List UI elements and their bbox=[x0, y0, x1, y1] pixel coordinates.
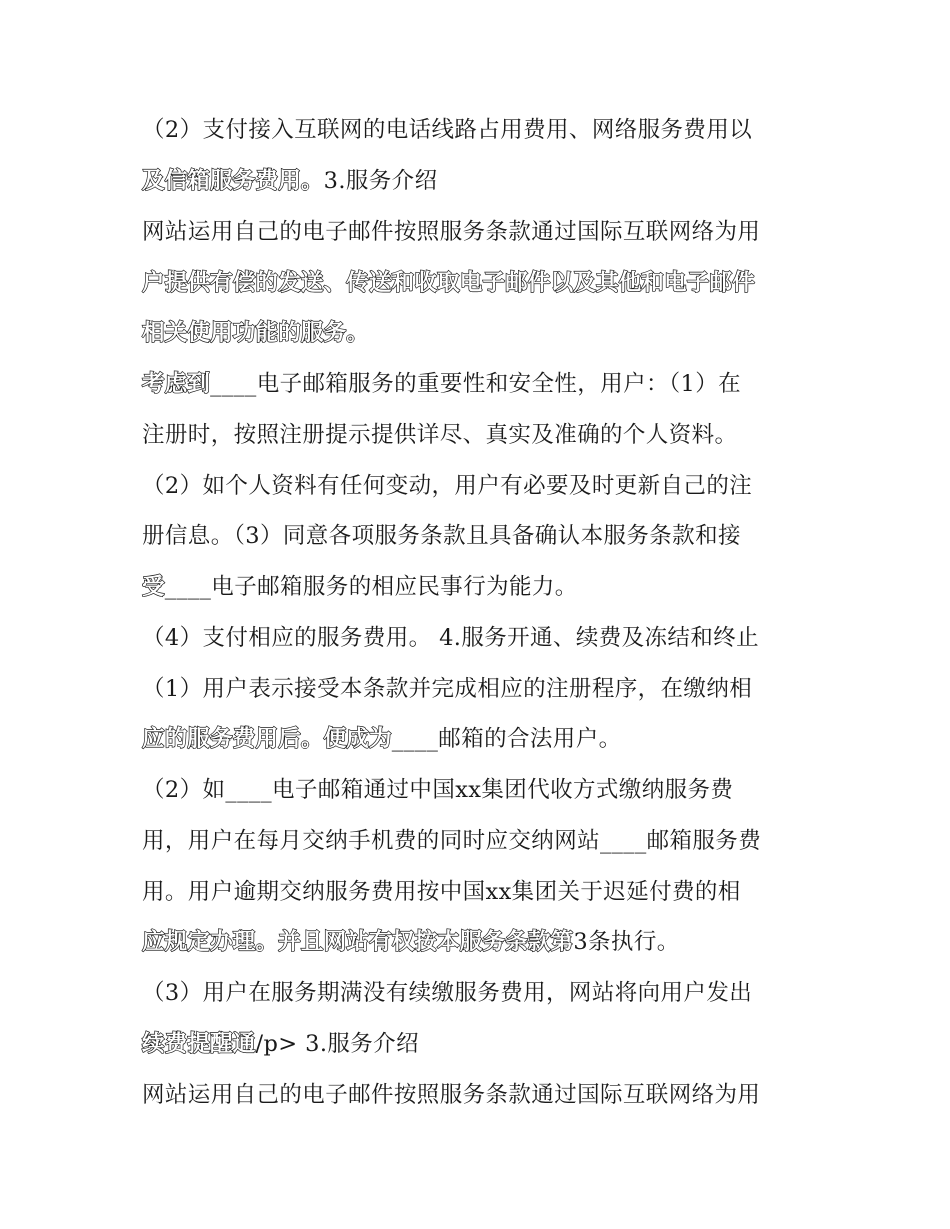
line-outline-text: 相关使用功能的服务。 bbox=[142, 320, 370, 346]
text-line-12 bbox=[142, 669, 822, 709]
line-text: 用，用户在每月交纳手机费的同时应交纳网站____邮箱服务费 bbox=[142, 828, 762, 854]
line-text: 3条执行。 bbox=[573, 929, 680, 955]
text-line-2 bbox=[142, 161, 822, 201]
line-outline-text: 应的服务费用后。便成为 bbox=[142, 726, 392, 752]
line-outline-text: 续费提醒通 bbox=[142, 1031, 256, 1057]
text-line-5 bbox=[142, 313, 822, 353]
text-line-6 bbox=[142, 364, 822, 404]
text-line-18 bbox=[142, 973, 822, 1013]
line-text: （3）用户在服务期满没有续缴服务费用，网站将向用户发出 bbox=[142, 980, 753, 1006]
text-line-10 bbox=[142, 567, 822, 607]
line-text: ____电子邮箱服务的重要性和安全性，用户：（1）在 bbox=[210, 371, 742, 397]
text-line-15 bbox=[142, 821, 822, 861]
line-text: /p> 3.服务介绍 bbox=[255, 1031, 419, 1057]
text-line-7 bbox=[142, 415, 822, 455]
line-text: 注册时，按照注册提示提供详尽、真实及准确的个人资料。 bbox=[142, 422, 738, 448]
line-text: 用。用户逾期交纳服务费用按中国xx集团关于迟延付费的相 bbox=[142, 879, 741, 905]
line-outline-text: 应规定办理。并且网站有权按本服务条款第 bbox=[142, 929, 574, 955]
text-line-3 bbox=[142, 212, 822, 252]
line-text: （2）支付接入互联网的电话线路占用费用、网络服务费用以 bbox=[142, 117, 753, 143]
line-text: （1）用户表示接受本条款并完成相应的注册程序，在缴纳相 bbox=[142, 676, 753, 702]
text-line-11 bbox=[142, 618, 822, 658]
text-line-20 bbox=[142, 1075, 822, 1115]
text-line-8 bbox=[142, 466, 822, 506]
line-text: 网站运用自己的电子邮件按照服务条款通过国际互联网络为用 bbox=[142, 219, 761, 245]
line-outline-text: 户提供有偿的发送、传送和收取电子邮件以及其他和电子邮件 bbox=[142, 270, 755, 296]
line-outline-text: 考虑到 bbox=[142, 371, 211, 397]
line-outline-text: 受 bbox=[142, 574, 165, 600]
line-text: （4）支付相应的服务费用。 4.服务开通、续费及冻结和终止 bbox=[142, 625, 760, 651]
line-text: ____邮箱的合法用户。 bbox=[391, 726, 622, 752]
text-line-19 bbox=[142, 1024, 822, 1064]
text-line-13 bbox=[142, 719, 822, 759]
text-line-16 bbox=[142, 872, 822, 912]
line-text: ____电子邮箱服务的相应民事行为能力。 bbox=[164, 574, 578, 600]
text-line-4 bbox=[142, 263, 822, 303]
line-text: （2）如个人资料有任何变动，用户有必要及时更新自己的注 bbox=[142, 473, 753, 499]
text-line-9 bbox=[142, 516, 822, 556]
line-text: 册信息。（3）同意各项服务条款且具备确认本服务条款和接 bbox=[142, 523, 741, 549]
line-outline-text: 及信箱服务费用。 bbox=[142, 168, 324, 194]
text-line-14 bbox=[142, 770, 822, 810]
line-text: 网站运用自己的电子邮件按照服务条款通过国际互联网络为用 bbox=[142, 1082, 761, 1108]
line-text: （2）如____电子邮箱通过中国xx集团代收方式缴纳服务费 bbox=[142, 777, 734, 803]
text-line-17 bbox=[142, 922, 822, 962]
text-line-1 bbox=[142, 110, 822, 150]
line-text: 3.服务介绍 bbox=[323, 168, 438, 194]
